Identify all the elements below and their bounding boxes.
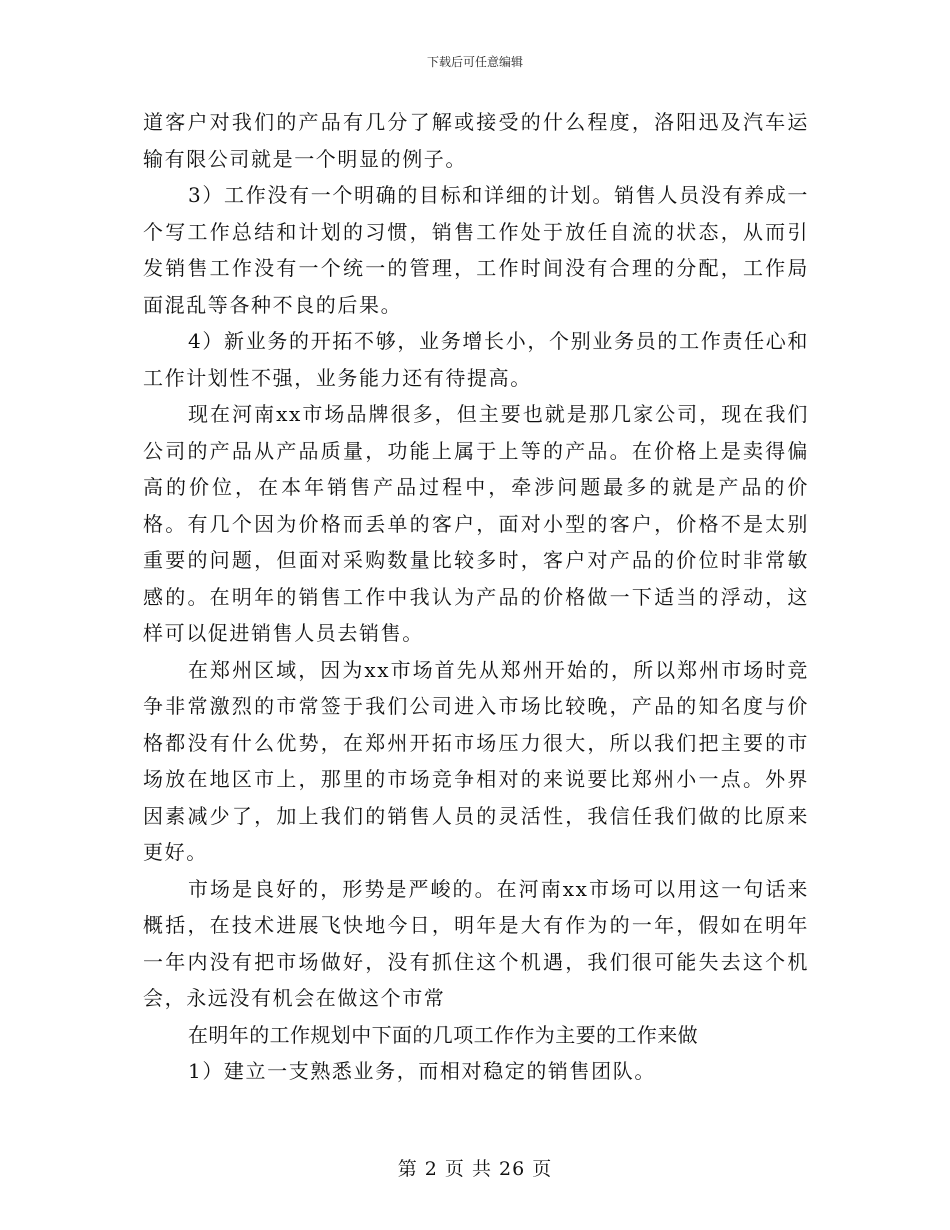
paragraph-plan-item-1: 1）建立一支熟悉业务，而相对稳定的销售团队。 bbox=[188, 1059, 656, 1083]
paragraph-market-outlook: 市场是良好的，形势是严峻的。在河南xx市场可以用这一句话来概括，在技术进展飞快地今日，明年是大有作为的一年，假如在明年一年内没有把市场做好，没有抓住这个机遇，我们很可能失去这个机会，永远没有机会在做这个市常 bbox=[143, 876, 809, 1010]
document-body bbox=[143, 104, 809, 1090]
page-number-footer: 第 2 页 共 26 页 bbox=[397, 1158, 553, 1180]
paragraph-item-4: 4）新业务的开拓不够，业务增长小，个别业务员的工作责任心和工作计划性不强，业务能力还有待提高。 bbox=[143, 329, 809, 390]
paragraph-plan-intro: 在明年的工作规划中下面的几项工作作为主要的工作来做 bbox=[188, 1022, 698, 1047]
page-header: 下载后可任意编辑 bbox=[426, 55, 523, 69]
paragraph-item-3: 3）工作没有一个明确的目标和详细的计划。销售人员没有养成一个写工作总结和计划的习惯，销售工作处于放任自流的状态，从而引发销售工作没有一个统一的管理，工作时间没有合理的分配，工作局面混乱等各种不良的后果。 bbox=[143, 183, 809, 317]
paragraph-market-brands: 现在河南xx市场品牌很多，但主要也就是那几家公司，现在我们公司的产品从产品质量，功能上属于上等的产品。在价格上是卖得偏高的价位，在本年销售产品过程中，牵涉问题最多的就是产品的价格。有几个因为价格而丢单的客户，面对小型的客户，价格不是太别重要的问题，但面对采购数量比较多时，客户对产品的价位时非常敏感的。在明年的销售工作中我认为产品的价格做一下适当的浮动，这样可以促进销售人员去销售。 bbox=[143, 402, 809, 645]
paragraph-zhengzhou-region: 在郑州区域，因为xx市场首先从郑州开始的，所以郑州市场时竞争非常激烈的市常签于我们公司进入市场比较晚，产品的知名度与价格都没有什么优势，在郑州开拓市场压力很大，所以我们把主要的市场放在地区市上，那里的市场竞争相对的来说要比郑州小一点。外界因素减少了，加上我们的销售人员的灵活性，我信任我们做的比原来更好。 bbox=[143, 657, 809, 864]
paragraph-continuation: 道客户对我们的产品有几分了解或接受的什么程度，洛阳迅及汽车运输有限公司就是一个明显的例子。 bbox=[143, 110, 809, 171]
